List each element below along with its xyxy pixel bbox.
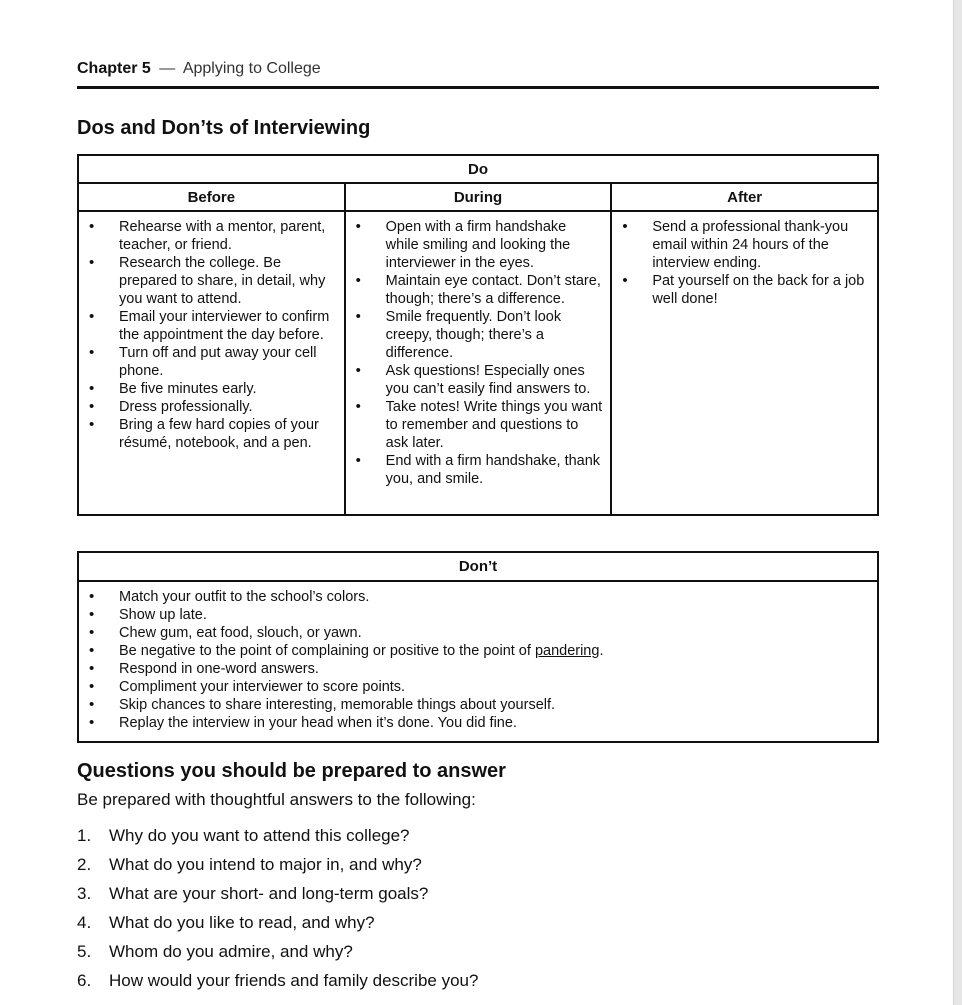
- list-item: • Research the college. Be prepared to share, in detail, why you want to attend.: [87, 254, 336, 308]
- section-title: Dos and Don’ts of Interviewing: [77, 117, 371, 139]
- list-item: • End with a firm handshake, thank you, and smile.: [354, 452, 603, 488]
- chapter-number: Chapter 5: [77, 60, 151, 77]
- list-item: • Turn off and put away your cell phone.: [87, 344, 336, 380]
- question-item: [77, 825, 879, 854]
- after-list: [620, 218, 869, 308]
- list-item: • Replay the interview in your head when it’s done. You did fine.: [87, 714, 869, 732]
- chapter-dash: —: [159, 60, 176, 77]
- before-list: [87, 218, 336, 452]
- chapter-title: Applying to College: [182, 60, 321, 77]
- question-text: Why do you want to attend this college?: [109, 826, 410, 845]
- scrollbar-track[interactable]: [953, 0, 962, 1005]
- after-cell: [611, 211, 878, 515]
- list-item: • Maintain eye contact. Don’t stare, though; there’s a difference.: [354, 272, 603, 308]
- list-item: • Take notes! Write things you want to remember and questions to ask later.: [354, 398, 603, 452]
- list-item: • Smile frequently. Don’t look creepy, though; there’s a difference.: [354, 308, 603, 362]
- question-item: [77, 941, 879, 970]
- pandering-link[interactable]: pandering: [534, 643, 600, 659]
- question-text: How would your friends and family describe you?: [109, 971, 479, 990]
- question-item: [77, 854, 879, 883]
- column-heading-after: After: [611, 183, 878, 211]
- column-heading-during: During: [345, 183, 612, 211]
- list-item: • Be five minutes early.: [87, 380, 336, 398]
- list-item: • Match your outfit to the school’s colors.: [87, 588, 869, 606]
- running-head: [77, 58, 879, 89]
- dont-table-header: Don’t: [78, 552, 878, 581]
- questions-intro: Be prepared with thoughtful answers to the following:: [77, 790, 476, 809]
- list-item: • Respond in one-word answers.: [87, 660, 869, 678]
- question-text: What are your short- and long-term goals?: [109, 884, 429, 903]
- list-item: • Chew gum, eat food, slouch, or yawn.: [87, 624, 869, 642]
- list-item: • Bring a few hard copies of your résumé, notebook, and a pen.: [87, 416, 336, 452]
- question-item: [77, 883, 879, 912]
- list-item: • Rehearse with a mentor, parent, teacher, or friend.: [87, 218, 336, 254]
- question-number: 1.: [77, 826, 92, 845]
- during-cell: [345, 211, 612, 515]
- during-list: [354, 218, 603, 488]
- list-item-text-end: .: [599, 643, 604, 659]
- question-number: 5.: [77, 942, 92, 961]
- dont-list: [87, 588, 869, 732]
- do-table: [77, 154, 879, 516]
- list-item: • Open with a firm handshake while smiling and looking the interviewer in the eyes.: [354, 218, 603, 272]
- list-item: • Dress professionally.: [87, 398, 336, 416]
- list-item: • Show up late.: [87, 606, 869, 624]
- question-text: What do you intend to major in, and why?: [109, 855, 422, 874]
- dont-cell: [78, 581, 878, 742]
- question-item: [77, 912, 879, 941]
- list-item: • Skip chances to share interesting, memorable things about yourself.: [87, 696, 869, 714]
- question-item: [77, 970, 879, 999]
- list-item: [87, 642, 869, 660]
- question-number: 2.: [77, 855, 92, 874]
- do-table-header: Do: [78, 155, 878, 183]
- questions-list: [77, 825, 879, 999]
- list-item: • Send a professional thank-you email within 24 hours of the interview ending.: [620, 218, 869, 272]
- list-item: • Ask questions! Especially ones you can’t easily find answers to.: [354, 362, 603, 398]
- question-number: 6.: [77, 971, 92, 990]
- list-item: • Compliment your interviewer to score points.: [87, 678, 869, 696]
- question-number: 3.: [77, 884, 92, 903]
- questions-title: Questions you should be prepared to answer: [77, 760, 506, 782]
- list-item: • Pat yourself on the back for a job well done!: [620, 272, 869, 308]
- dont-table: [77, 551, 879, 743]
- list-item: • Email your interviewer to confirm the appointment the day before.: [87, 308, 336, 344]
- before-cell: [78, 211, 345, 515]
- column-heading-before: Before: [78, 183, 345, 211]
- question-text: Whom do you admire, and why?: [109, 942, 353, 961]
- question-text: What do you like to read, and why?: [109, 913, 375, 932]
- list-item-text: Be negative to the point of complaining or positive to the point of: [119, 643, 535, 659]
- question-number: 4.: [77, 913, 92, 932]
